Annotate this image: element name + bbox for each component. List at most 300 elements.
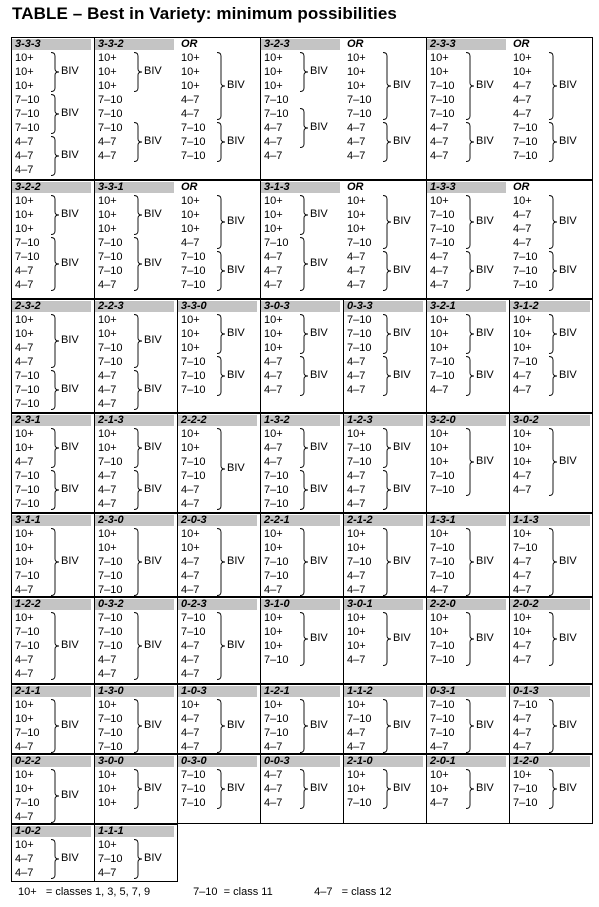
right-brace-icon [216, 52, 226, 120]
biv-label: BIV [393, 79, 411, 91]
class-range: 4–7 [264, 122, 283, 134]
distribution-cell [12, 180, 95, 299]
class-range: 4–7 [181, 484, 200, 496]
class-range: 10+ [181, 195, 200, 207]
table-cell-group [261, 684, 344, 753]
distribution-label: 1-1-1 [95, 826, 174, 837]
distribution-label: 3-0-0 [95, 756, 174, 767]
class-range: 4–7 [347, 727, 366, 739]
table-cell-group [427, 684, 510, 753]
class-range: 10+ [15, 713, 34, 725]
class-range: 10+ [15, 699, 34, 711]
class-range: 7–10 [264, 470, 289, 482]
distribution-label: 0-2-2 [12, 756, 91, 767]
class-range: 4–7 [98, 668, 117, 680]
class-range: 10+ [181, 314, 200, 326]
right-brace-icon [299, 237, 309, 291]
class-range: 4–7 [264, 783, 283, 795]
class-range: 7–10 [430, 484, 455, 496]
or-label: OR [347, 38, 364, 50]
class-range: 4–7 [430, 136, 449, 148]
right-brace-icon [548, 699, 558, 753]
right-brace-icon [548, 314, 558, 354]
class-range: 4–7 [513, 727, 532, 739]
class-range: 10+ [98, 428, 117, 440]
right-brace-icon [465, 428, 475, 496]
class-range: 7–10 [98, 584, 123, 596]
table-cell-group [510, 684, 594, 753]
class-range: 4–7 [181, 741, 200, 753]
biv-label: BIV [227, 264, 245, 276]
class-range: 7–10 [513, 136, 538, 148]
class-range: 4–7 [513, 384, 532, 396]
right-brace-icon [465, 528, 475, 596]
class-range: 4–7 [181, 727, 200, 739]
right-brace-icon [133, 470, 143, 510]
table-cell-group [427, 413, 510, 512]
class-range: 10+ [181, 80, 200, 92]
biv-label: BIV [144, 852, 162, 864]
right-brace-icon [216, 314, 226, 354]
class-range: 4–7 [15, 136, 34, 148]
class-range: 7–10 [430, 556, 455, 568]
class-range: 7–10 [264, 484, 289, 496]
class-range: 7–10 [98, 456, 123, 468]
class-range: 10+ [98, 223, 117, 235]
class-range: 7–10 [430, 80, 455, 92]
class-range: 7–10 [513, 265, 538, 277]
class-range: 7–10 [430, 699, 455, 711]
right-brace-icon [50, 699, 60, 753]
class-range: 10+ [430, 66, 449, 78]
class-range: 10+ [15, 328, 34, 340]
right-brace-icon [299, 52, 309, 92]
distribution-cell [12, 684, 95, 754]
right-brace-icon [299, 612, 309, 666]
class-range: 7–10 [98, 94, 123, 106]
distribution-label: 0-3-2 [95, 599, 174, 610]
table-cell-group [427, 754, 510, 823]
distribution-cell [261, 513, 344, 597]
table-cell-group [344, 299, 427, 412]
biv-label: BIV [476, 369, 494, 381]
class-range: 7–10 [430, 108, 455, 120]
class-range: 4–7 [15, 279, 34, 291]
right-brace-icon [133, 839, 143, 879]
distribution-cell [510, 684, 594, 754]
class-range: 10+ [347, 612, 366, 624]
class-range: 7–10 [513, 122, 538, 134]
class-range: 10+ [181, 542, 200, 554]
right-brace-icon [465, 195, 475, 249]
distribution-label: 1-0-3 [178, 686, 257, 697]
class-range: 4–7 [98, 470, 117, 482]
class-range: 7–10 [15, 398, 40, 410]
class-range: 7–10 [513, 150, 538, 162]
class-range: 4–7 [181, 94, 200, 106]
biv-label: BIV [310, 483, 328, 495]
biv-label: BIV [61, 334, 79, 346]
class-range: 4–7 [181, 654, 200, 666]
biv-label: BIV [476, 555, 494, 567]
right-brace-icon [133, 195, 143, 235]
class-range: 7–10 [264, 727, 289, 739]
biv-label: BIV [61, 852, 79, 864]
table-cell-group [95, 180, 261, 298]
right-brace-icon [465, 769, 475, 809]
class-range: 10+ [347, 542, 366, 554]
table-cell-group [95, 37, 261, 179]
table-cell-group [12, 597, 95, 683]
class-range: 10+ [15, 195, 34, 207]
right-brace-icon [216, 195, 226, 249]
distribution-label: 2-1-0 [344, 756, 423, 767]
class-range: 4–7 [15, 342, 34, 354]
biv-label: BIV [559, 215, 577, 227]
right-brace-icon [216, 528, 226, 596]
class-range: 7–10 [347, 108, 372, 120]
distribution-cell [427, 513, 510, 597]
class-range: 7–10 [98, 727, 123, 739]
class-range: 7–10 [264, 94, 289, 106]
distribution-cell [178, 299, 261, 413]
class-range: 10+ [98, 442, 117, 454]
distribution-label: 2-1-2 [344, 515, 423, 526]
table-row [11, 684, 593, 754]
distribution-label: 1-3-1 [427, 515, 506, 526]
class-range: 4–7 [181, 668, 200, 680]
distribution-cell [261, 180, 344, 299]
class-range: 10+ [347, 626, 366, 638]
biv-label: BIV [310, 782, 328, 794]
right-brace-icon [50, 94, 60, 134]
table-cell-group [427, 513, 510, 596]
biv-label: BIV [393, 264, 411, 276]
class-range: 4–7 [430, 251, 449, 263]
legend-item-class-11 [193, 886, 311, 898]
class-range: 4–7 [181, 556, 200, 568]
distribution-cell [95, 754, 178, 824]
class-range: 4–7 [264, 136, 283, 148]
class-range: 4–7 [513, 654, 532, 666]
distribution-cell [12, 754, 95, 824]
class-range: 7–10 [264, 654, 289, 666]
table-cell-group [12, 824, 95, 881]
distribution-label: 3-3-1 [95, 182, 174, 193]
right-brace-icon [299, 699, 309, 753]
class-range: 7–10 [430, 713, 455, 725]
legend-key: 7–10 [193, 886, 218, 898]
biv-label: BIV [559, 369, 577, 381]
right-brace-icon [133, 528, 143, 596]
class-range: 7–10 [181, 456, 206, 468]
legend-text: = class 12 [341, 886, 392, 898]
class-range: 10+ [513, 195, 532, 207]
biv-label: BIV [227, 462, 245, 474]
biv-label: BIV [476, 632, 494, 644]
class-range: 4–7 [513, 94, 532, 106]
class-range: 7–10 [98, 342, 123, 354]
distribution-label: 3-0-1 [344, 599, 423, 610]
distribution-label: 1-2-1 [261, 686, 340, 697]
distribution-label: 3-1-2 [510, 301, 590, 312]
class-range: 4–7 [181, 713, 200, 725]
right-brace-icon [299, 356, 309, 396]
biv-label: BIV [227, 135, 245, 147]
or-label: OR [513, 38, 530, 50]
class-range: 4–7 [430, 797, 449, 809]
class-range: 4–7 [513, 640, 532, 652]
right-brace-icon [299, 470, 309, 510]
class-range: 10+ [98, 542, 117, 554]
class-range: 7–10 [98, 237, 123, 249]
right-brace-icon [133, 428, 143, 468]
class-range: 4–7 [347, 584, 366, 596]
biv-label: BIV [61, 65, 79, 77]
table-cell-group [344, 754, 427, 823]
biv-label: BIV [227, 79, 245, 91]
class-range: 10+ [98, 699, 117, 711]
biv-label: BIV [476, 327, 494, 339]
biv-label: BIV [144, 719, 162, 731]
table-row [11, 180, 593, 299]
class-range: 10+ [15, 428, 34, 440]
class-range: 7–10 [15, 384, 40, 396]
class-range: 10+ [513, 342, 532, 354]
distribution-cell [261, 37, 344, 180]
distribution-cell [344, 754, 427, 824]
class-range: 4–7 [513, 108, 532, 120]
class-range: 10+ [430, 328, 449, 340]
class-range: 7–10 [513, 797, 538, 809]
class-range: 10+ [347, 428, 366, 440]
class-range: 10+ [181, 66, 200, 78]
right-brace-icon [382, 528, 392, 596]
right-brace-icon [465, 612, 475, 666]
biv-label: BIV [61, 483, 79, 495]
table-cell-group [12, 413, 95, 512]
right-brace-icon [548, 195, 558, 249]
class-range: 4–7 [98, 150, 117, 162]
class-range: 10+ [98, 80, 117, 92]
distribution-label: 3-0-2 [510, 415, 590, 426]
class-range: 4–7 [98, 654, 117, 666]
biv-label: BIV [227, 782, 245, 794]
legend-item-class-12 [314, 886, 391, 898]
class-range: 10+ [181, 209, 200, 221]
right-brace-icon [50, 195, 60, 235]
biv-label: BIV [393, 327, 411, 339]
distribution-label: 2-2-3 [95, 301, 174, 312]
class-range: 10+ [264, 640, 283, 652]
right-brace-icon [382, 699, 392, 753]
class-range: 7–10 [98, 612, 123, 624]
right-brace-icon [299, 428, 309, 468]
biv-label: BIV [61, 208, 79, 220]
class-range: 7–10 [181, 626, 206, 638]
table-cell-group [95, 597, 178, 683]
biv-label: BIV [61, 107, 79, 119]
class-range: 4–7 [430, 384, 449, 396]
distribution-label: 3-2-2 [12, 182, 91, 193]
class-range: 10+ [264, 699, 283, 711]
biv-label: BIV [144, 65, 162, 77]
distribution-label: 2-3-1 [12, 415, 91, 426]
class-range: 10+ [513, 428, 532, 440]
class-range: 10+ [430, 528, 449, 540]
class-range: 4–7 [15, 853, 34, 865]
class-range: 4–7 [15, 811, 34, 823]
distribution-label: 3-2-0 [427, 415, 506, 426]
class-range: 4–7 [513, 370, 532, 382]
class-range: 4–7 [430, 265, 449, 277]
class-range: 7–10 [181, 370, 206, 382]
distribution-label: 0-3-1 [427, 686, 506, 697]
biv-label: BIV [144, 135, 162, 147]
biv-label: BIV [393, 215, 411, 227]
distribution-label: 3-3-0 [178, 301, 257, 312]
distribution-cell [95, 37, 178, 180]
biv-label: BIV [61, 149, 79, 161]
right-brace-icon [216, 356, 226, 396]
biv-label: BIV [393, 483, 411, 495]
class-range: 10+ [181, 328, 200, 340]
class-range: 4–7 [347, 136, 366, 148]
class-range: 7–10 [264, 108, 289, 120]
class-range: 10+ [15, 839, 34, 851]
right-brace-icon [216, 769, 226, 809]
class-range: 10+ [98, 209, 117, 221]
biv-label: BIV [559, 719, 577, 731]
class-range: 7–10 [181, 384, 206, 396]
class-range: 4–7 [430, 150, 449, 162]
class-range: 4–7 [98, 384, 117, 396]
class-range: 4–7 [347, 370, 366, 382]
distribution-label: 2-0-3 [178, 515, 257, 526]
table-cell-group [95, 824, 178, 881]
class-range: 4–7 [15, 668, 34, 680]
class-range: 4–7 [264, 370, 283, 382]
or-label: OR [181, 181, 198, 193]
biv-label: BIV [310, 719, 328, 731]
table-cell-group [12, 37, 95, 179]
class-range: 7–10 [513, 356, 538, 368]
class-range: 10+ [98, 195, 117, 207]
distribution-cell [178, 684, 261, 754]
biv-label: BIV [144, 383, 162, 395]
biv-label: BIV [61, 555, 79, 567]
distribution-label: 2-2-1 [261, 515, 340, 526]
class-range: 7–10 [513, 542, 538, 554]
biv-label: BIV [310, 208, 328, 220]
distribution-label: 0-3-0 [178, 756, 257, 767]
class-range: 7–10 [181, 279, 206, 291]
class-range: 7–10 [98, 626, 123, 638]
table-cell-group [344, 413, 427, 512]
class-range: 4–7 [264, 384, 283, 396]
class-range: 7–10 [347, 797, 372, 809]
distribution-label: 1-0-2 [12, 826, 91, 837]
biv-label: BIV [476, 135, 494, 147]
class-range: 7–10 [347, 94, 372, 106]
class-range: 10+ [430, 314, 449, 326]
biv-label: BIV [393, 441, 411, 453]
distribution-label: 1-1-2 [344, 686, 423, 697]
table-cell-group [12, 754, 95, 823]
right-brace-icon [382, 52, 392, 120]
class-range: 4–7 [264, 150, 283, 162]
distribution-label: 1-3-3 [427, 182, 506, 193]
distribution-label: 3-0-3 [261, 301, 340, 312]
class-range: 4–7 [347, 356, 366, 368]
right-brace-icon [548, 122, 558, 162]
class-range: 4–7 [347, 470, 366, 482]
class-range: 7–10 [347, 328, 372, 340]
right-brace-icon [50, 52, 60, 92]
distribution-label: 1-2-2 [12, 599, 91, 610]
class-range: 4–7 [347, 741, 366, 753]
distribution-label: 1-1-3 [510, 515, 590, 526]
alternative-cell [178, 180, 261, 299]
class-range: 4–7 [98, 867, 117, 879]
class-range: 10+ [513, 626, 532, 638]
class-range: 4–7 [513, 484, 532, 496]
class-range: 4–7 [98, 484, 117, 496]
class-range: 10+ [430, 342, 449, 354]
table-row [11, 754, 593, 824]
biv-label: BIV [476, 782, 494, 794]
distribution-cell [510, 597, 594, 684]
right-brace-icon [465, 52, 475, 120]
distribution-label: 1-3-2 [261, 415, 340, 426]
class-range: 10+ [430, 428, 449, 440]
distribution-label: 2-0-2 [510, 599, 590, 610]
class-range: 4–7 [513, 470, 532, 482]
right-brace-icon [133, 314, 143, 368]
class-range: 7–10 [347, 237, 372, 249]
distribution-cell [427, 684, 510, 754]
class-range: 7–10 [98, 108, 123, 120]
class-range: 4–7 [181, 237, 200, 249]
biv-label: BIV [61, 719, 79, 731]
class-range: 7–10 [98, 356, 123, 368]
right-brace-icon [465, 122, 475, 162]
table-cell-group [95, 754, 178, 823]
class-range: 4–7 [181, 640, 200, 652]
legend-key: 10+ [18, 886, 37, 898]
distribution-cell [178, 754, 261, 824]
biv-label: BIV [476, 455, 494, 467]
class-range: 4–7 [15, 356, 34, 368]
class-range: 10+ [430, 456, 449, 468]
class-range: 7–10 [15, 570, 40, 582]
table-cell-group [12, 684, 95, 753]
class-range: 10+ [98, 528, 117, 540]
distribution-label: 3-1-1 [12, 515, 91, 526]
class-range: 7–10 [15, 108, 40, 120]
distribution-cell [261, 754, 344, 824]
distribution-cell [12, 413, 95, 513]
biv-label: BIV [61, 789, 79, 801]
class-range: 4–7 [15, 741, 34, 753]
class-range: 7–10 [98, 265, 123, 277]
legend-key: 4–7 [314, 886, 333, 898]
distribution-label: 3-2-1 [427, 301, 506, 312]
class-range: 7–10 [347, 456, 372, 468]
distribution-cell [95, 299, 178, 413]
distribution-label: 1-3-0 [95, 686, 174, 697]
right-brace-icon [548, 612, 558, 666]
